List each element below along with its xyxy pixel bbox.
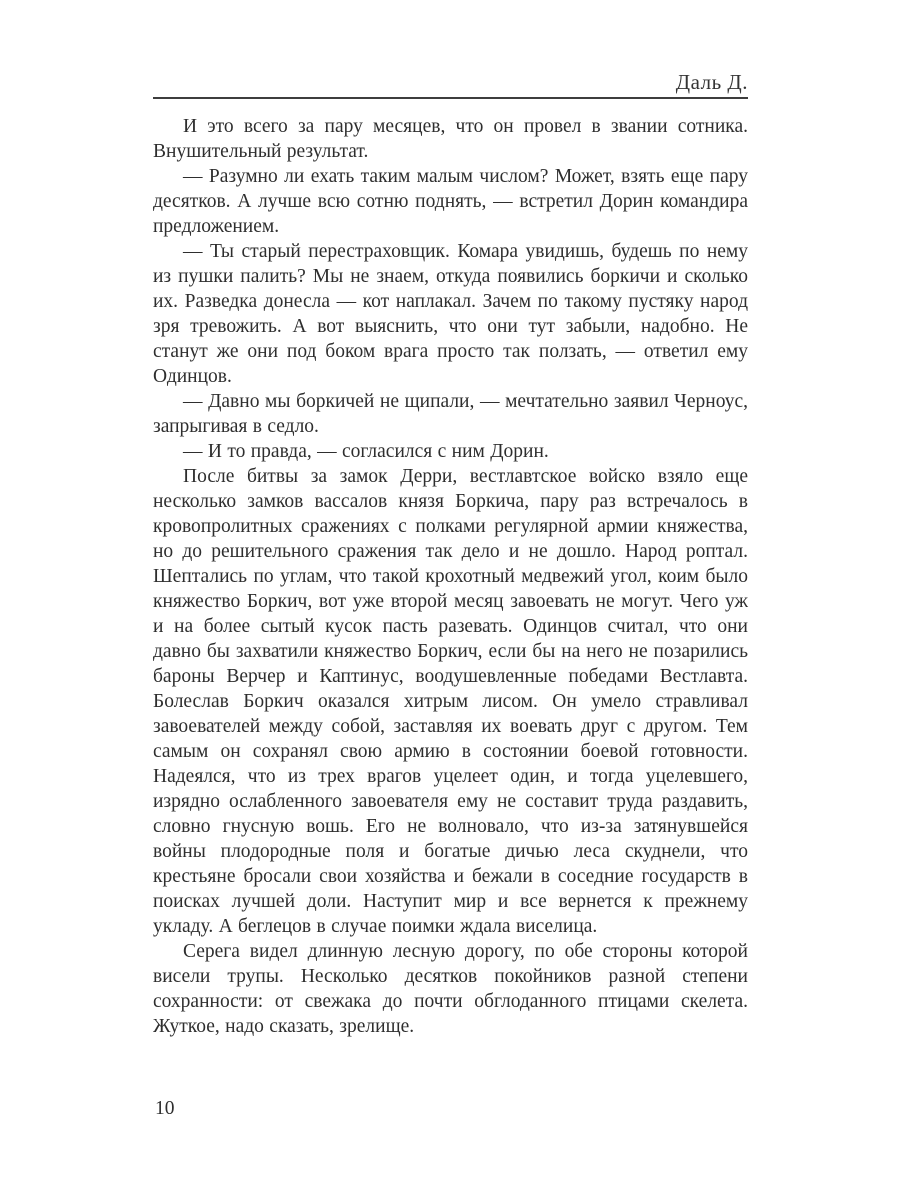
paragraph: — Разумно ли ехать таким малым числом? Может, взять еще пару десятков. А лучше всю сотню поднять, — встретил Дорин командира предложением.	[153, 166, 748, 237]
page-body	[153, 114, 748, 1039]
paragraph: После битвы за замок Дерри, вестлавтское войско взяло еще несколько замков вассалов князя Боркича, пару раз встречалось в кровопролитных сражениях с полками регулярной армии княжества, но до решительного сражения так дело и не дошло. Народ роптал. Шептались по углам, что такой крохотный медвежий угол, коим было княжество Боркич, вот уже второй месяц завоевать не могут. Чего уж и на более сытый кусок пасть разевать. Одинцов считал, что они давно бы захватили княжество Боркич, если бы на него не позарились бароны Верчер и Каптинус, воодушевленные победами Вестлавта. Болеслав Боркич оказался хитрым лисом. Он умело стравливал завоевателей между собой, заставляя их воевать друг с другом. Тем самым он сохранял свою армию в состоянии боевой готовности. Надеялся, что из трех врагов уцелеет один, и тогда уцелевшего, изрядно ослабленного завоевателя ему не составит труда раздавить, словно гнусную вошь. Его не волновало, что из-за затянувшейся войны плодородные поля и богатые дичью леса скуднели, что крестьяне бросали свои хозяйства и бежали в соседние государств в поисках лучшей доли. Наступит мир и все вернется к прежнему укладу. А беглецов в случае поимки ждала виселица.	[153, 466, 748, 937]
header-rule	[153, 97, 748, 99]
running-head-author: Даль Д.	[675, 70, 748, 94]
page-number: 10	[155, 1098, 175, 1119]
paragraph: — И то правда, — согласился с ним Дорин.	[183, 441, 549, 462]
paragraph: Серега видел длинную лесную дорогу, по обе стороны которой висели трупы. Несколько десятков покойников разной степени сохранности: от свежака до почти обглоданного птицами скелета. Жуткое, надо сказать, зрелище.	[153, 941, 748, 1037]
paragraph: — Ты старый перестраховщик. Комара увидишь, будешь по нему из пушки палить? Мы не знаем, откуда появились боркичи и сколько их. Разведка донесла — кот наплакал. Зачем по такому пустяку народ зря тревожить. А вот выяснить, что они тут забыли, надобно. Не станут же они под боком врага просто так ползать, — ответил ему Одинцов.	[153, 241, 748, 387]
paragraph: — Давно мы боркичей не щипали, — мечтательно заявил Черноус, запрыгивая в седло.	[153, 391, 748, 437]
paragraph: И это всего за пару месяцев, что он провел в звании сотника. Внушительный результат.	[153, 116, 748, 162]
